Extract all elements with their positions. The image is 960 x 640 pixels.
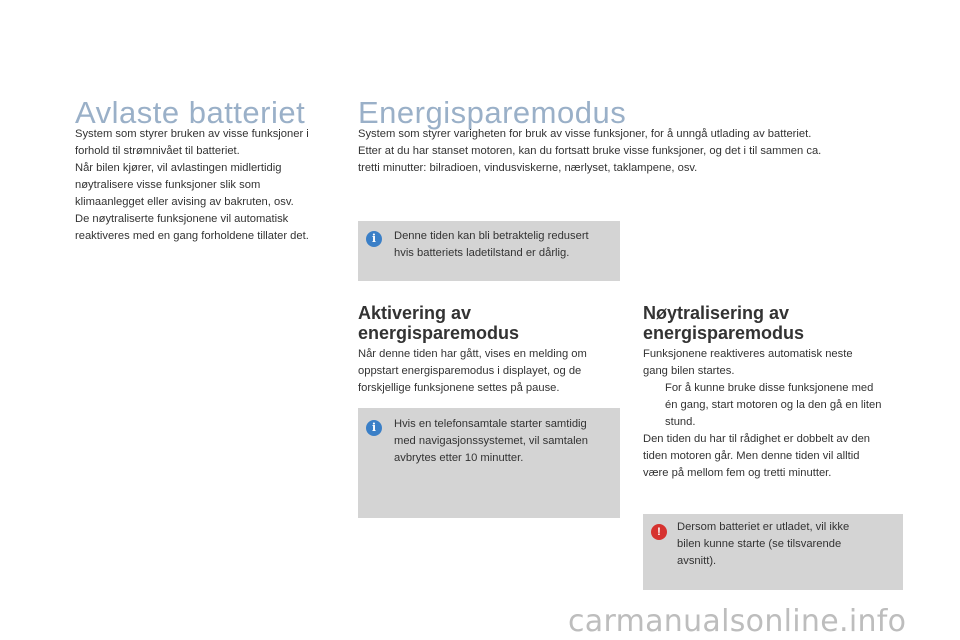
text-line: nøytralisere visse funksjoner slik som: [75, 179, 261, 191]
heading-line: Nøytralisering av: [643, 303, 790, 323]
neutralization-heading: [643, 303, 804, 343]
text-line: stund.: [665, 416, 696, 428]
warning-note-text: [677, 519, 897, 570]
text-line: én gang, start motoren og la den gå en liten: [665, 399, 882, 411]
text-line: forskjellige funksjonene settes på pause.: [358, 382, 560, 394]
text-line: være på mellom fem og tretti minutter.: [643, 467, 832, 479]
heading-line: energisparemodus: [358, 323, 520, 343]
text-line: bilen kunne starte (se tilsvarende: [677, 538, 842, 550]
bullet-item: [643, 380, 908, 431]
text-line: Når denne tiden har gått, vises en melding om: [358, 348, 587, 360]
text-line: tiden motoren går. Men denne tiden vil alltid: [643, 450, 860, 462]
text-line: For å kunne bruke disse funksjonene med: [665, 382, 874, 394]
text-line: gang bilen startes.: [643, 365, 735, 377]
text-line: Etter at du har stanset motoren, kan du fortsatt bruke visse funksjoner, og det i til sammen ca.: [358, 145, 822, 157]
info-note-text: [394, 416, 616, 467]
left-section-body: [75, 126, 350, 245]
warning-note-box: [643, 514, 903, 590]
text-line: forhold til strømnivået til batteriet.: [75, 145, 240, 157]
text-line: System som styrer varigheten for bruk av visse funksjoner, for å unngå utlading av batteriet.: [358, 128, 812, 140]
text-line: Hvis en telefonsamtale starter samtidig: [394, 418, 587, 430]
heading-line: energisparemodus: [643, 323, 805, 343]
info-icon: i: [366, 420, 382, 436]
text-line: Den tiden du har til rådighet er dobbelt av den: [643, 433, 871, 445]
text-line: Funksjonene reaktiveres automatisk neste: [643, 348, 853, 360]
info-note-text: [394, 228, 616, 262]
info-note-box: [358, 408, 620, 518]
text-line: tretti minutter: bilradioen, vindusviskerne, nærlyset, taklampene, osv.: [358, 162, 698, 174]
text-line: hvis batteriets ladetilstand er dårlig.: [394, 247, 570, 259]
text-line: De nøytraliserte funksjonene vil automatisk: [75, 213, 289, 225]
text-line: klimaanlegget eller avising av bakruten, osv.: [75, 196, 294, 208]
right-section-body: [358, 126, 898, 177]
text-line: oppstart energisparemodus i displayet, og de: [358, 365, 582, 377]
activation-heading: [358, 303, 519, 343]
warning-icon: !: [651, 524, 667, 540]
text-line: avbrytes etter 10 minutter.: [394, 452, 524, 464]
activation-body: [358, 346, 623, 397]
text-line: med navigasjonssystemet, vil samtalen: [394, 435, 589, 447]
text-line: reaktiveres med en gang forholdene tillater det.: [75, 230, 309, 242]
text-line: Dersom batteriet er utladet, vil ikke: [677, 521, 850, 533]
text-line: Når bilen kjører, vil avlastingen midlertidig: [75, 162, 282, 174]
heading-line: Aktivering av: [358, 303, 472, 323]
watermark-text: carmanualsonline.info: [568, 604, 907, 639]
info-icon: i: [366, 231, 382, 247]
neutralization-body: [643, 346, 908, 482]
right-section-title: Energisparemodus: [358, 95, 627, 130]
info-note-box: [358, 221, 620, 281]
left-section-title: Avlaste batteriet: [75, 95, 306, 130]
text-line: avsnitt).: [677, 555, 717, 567]
text-line: System som styrer bruken av visse funksjoner i: [75, 128, 309, 140]
text-line: Denne tiden kan bli betraktelig redusert: [394, 230, 589, 242]
